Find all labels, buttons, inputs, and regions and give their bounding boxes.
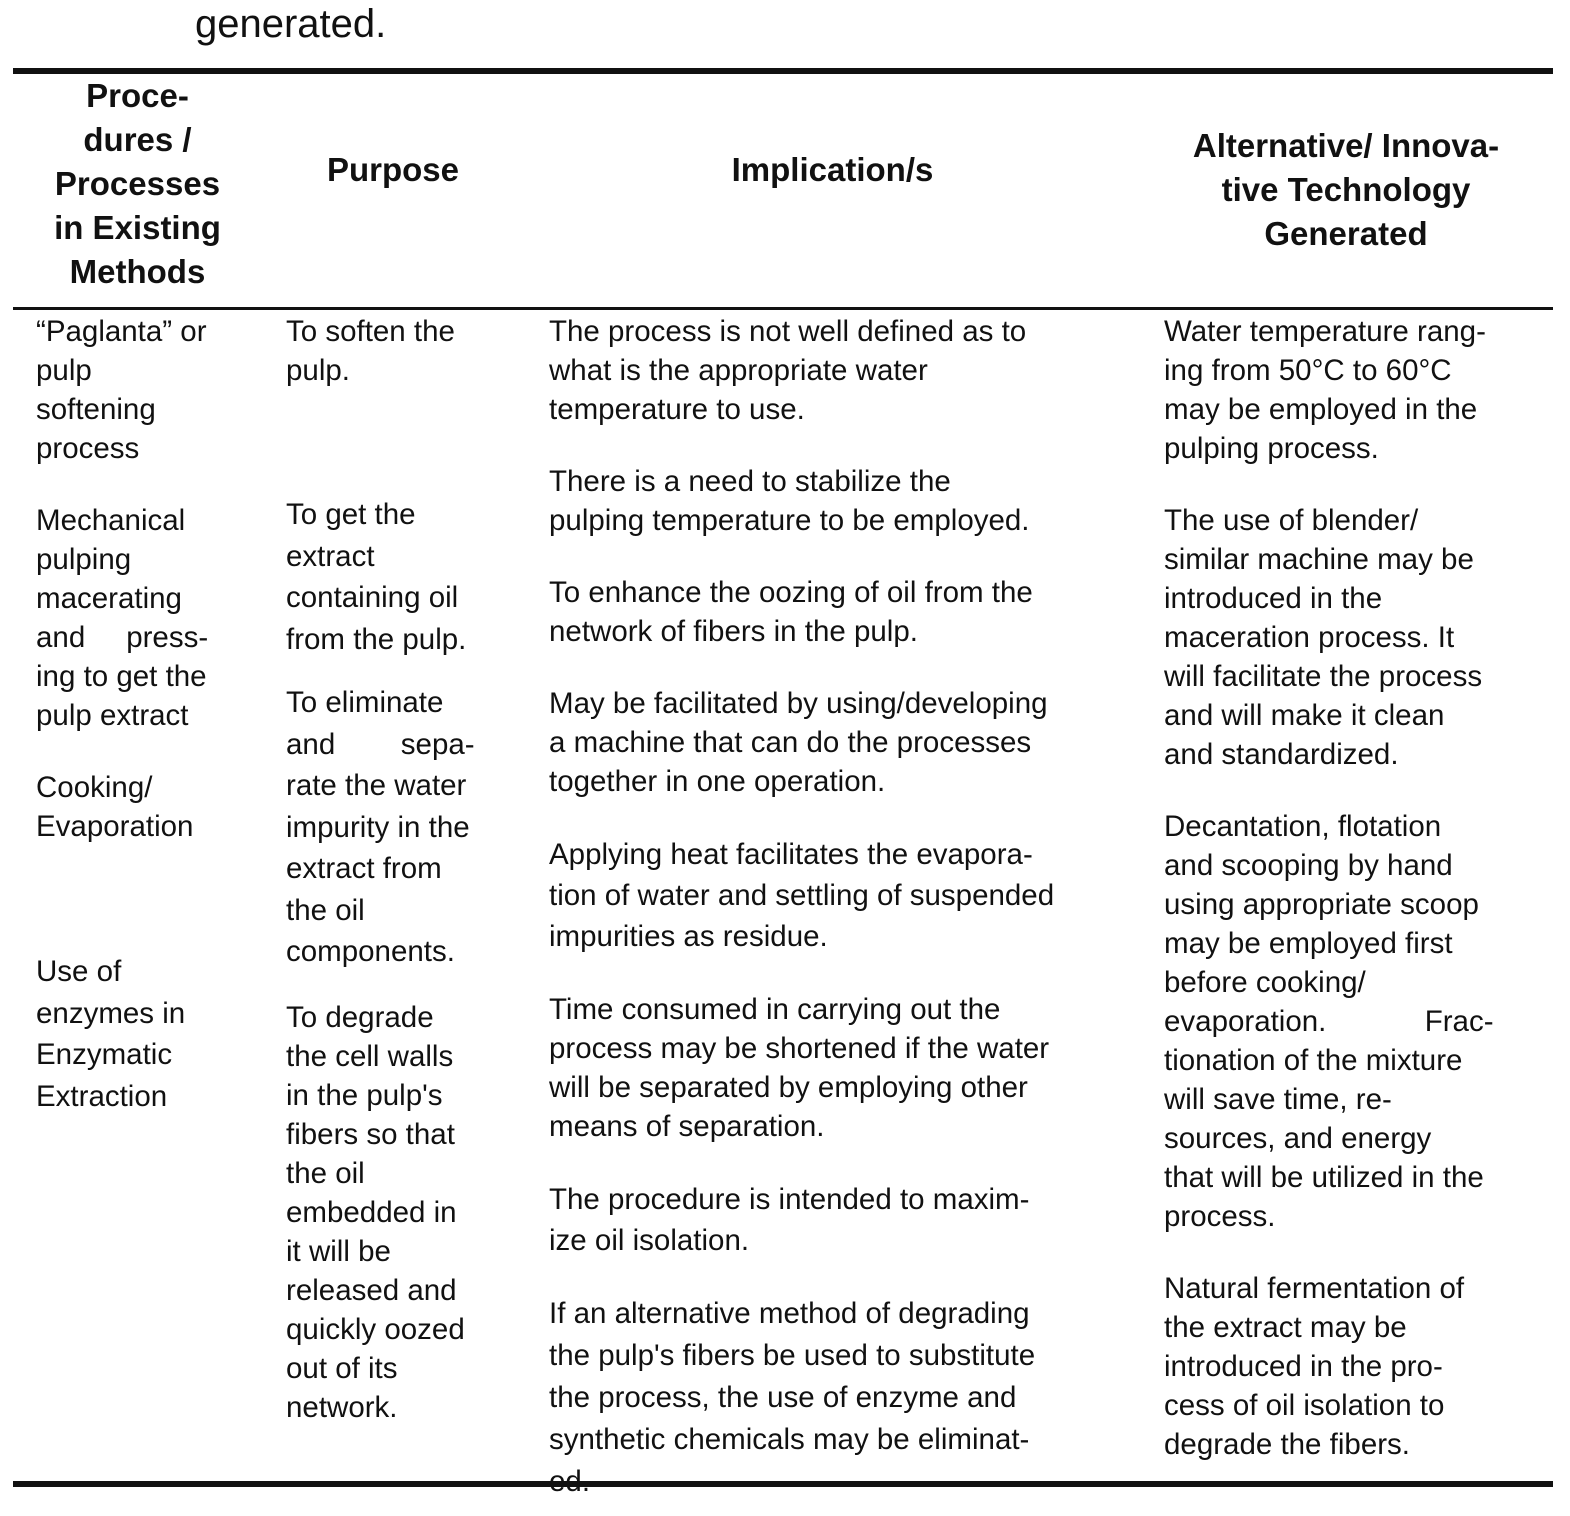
text-line: impurity in the	[286, 810, 470, 844]
text-line: pulp	[36, 354, 92, 387]
header-line: Implication/s	[731, 151, 934, 188]
text-line: The use of blender/	[1164, 504, 1419, 537]
text-line: the oil	[286, 893, 365, 927]
text-line: pulping process.	[1164, 432, 1379, 465]
text-line: process may be shortened if the water	[549, 1032, 1050, 1065]
text-line: fibers so that	[286, 1117, 455, 1151]
text-line: softening	[36, 393, 156, 426]
text-line: using appropriate scoop	[1164, 888, 1479, 921]
text-line: May be facilitated by using/developing	[549, 687, 1048, 720]
text-line: enzymes in	[36, 996, 186, 1030]
table-header-rule	[13, 307, 1553, 310]
text-line: To soften the	[286, 315, 455, 348]
text-line: network.	[286, 1390, 398, 1424]
text-line: Use of	[36, 955, 122, 988]
header-line: Methods	[69, 253, 206, 290]
procedures-column	[36, 312, 236, 1117]
text-line: process	[36, 432, 140, 465]
text-line: extract	[286, 539, 375, 573]
text-line: it will be	[286, 1234, 391, 1268]
purpose-eliminate	[286, 682, 501, 973]
text-line: the pulp's fibers be used to substitute	[549, 1339, 1036, 1372]
text-line: out of its	[286, 1351, 398, 1385]
alternative-decantation	[1164, 807, 1539, 1236]
text-line: process.	[1164, 1200, 1276, 1233]
text-line: temperature to use.	[549, 393, 805, 426]
text-line: Water temperature rang-	[1164, 315, 1486, 348]
text-line: maceration process. It	[1164, 621, 1455, 654]
header-alternative	[1160, 124, 1532, 256]
text-line: and sepa-	[286, 727, 475, 761]
text-line: components.	[286, 935, 455, 968]
text-line: To enhance the oozing of oil from the	[549, 576, 1033, 609]
header-line: Generated	[1264, 215, 1428, 252]
header-line: Proce-	[86, 77, 189, 114]
text-line: a machine that can do the processes	[549, 726, 1032, 759]
text-line: rate the water	[286, 769, 467, 802]
text-line: the oil	[286, 1156, 365, 1190]
text-line: introduced in the	[1164, 582, 1383, 615]
text-line: pulping temperature to be employed.	[549, 504, 1030, 537]
procedure-paglanta	[36, 312, 236, 468]
text-line: pulping	[36, 543, 132, 576]
text-line: “Paglanta” or	[36, 315, 207, 348]
text-line: means of separation.	[549, 1110, 825, 1143]
text-line: Time consumed in carrying out the	[549, 993, 1001, 1026]
text-line: Applying heat facilitates the evapora-	[549, 838, 1033, 871]
text-line: from the pulp.	[286, 622, 467, 656]
text-line: released and	[286, 1273, 457, 1307]
text-line: To get the	[286, 498, 416, 531]
alternative-water-temperature	[1164, 312, 1539, 468]
text-line: the extract may be	[1164, 1311, 1407, 1344]
text-line: The procedure is intended to maxim-	[549, 1183, 1030, 1216]
text-line: in the pulp's	[286, 1078, 443, 1112]
header-line: Purpose	[326, 151, 460, 188]
text-line: and will make it clean	[1164, 699, 1445, 732]
text-line: similar machine may be	[1164, 543, 1474, 576]
text-line: Extraction	[36, 1079, 168, 1113]
text-line: that will be utilized in the	[1164, 1161, 1484, 1194]
purpose-degrade	[286, 998, 501, 1427]
text-line: containing oil	[286, 581, 459, 614]
alternative-fermentation	[1164, 1269, 1539, 1464]
header-line: Processes	[54, 165, 221, 202]
implication-machine	[549, 684, 1124, 801]
alternatives-column	[1164, 312, 1539, 1464]
procedure-mechanical	[36, 501, 236, 735]
purpose-soften	[286, 312, 501, 390]
text-line: degrade the fibers.	[1164, 1428, 1410, 1461]
header-line: Alternative/ Innova-	[1192, 127, 1500, 164]
text-line: Mechanical	[36, 504, 186, 537]
text-line: ing from 50°C to 60°C	[1164, 354, 1452, 387]
procedure-cooking	[36, 768, 236, 846]
text-line: ed.	[549, 1465, 591, 1498]
text-line: introduced in the pro-	[1164, 1350, 1443, 1383]
text-line: Cooking/	[36, 771, 153, 804]
header-procedures	[20, 74, 255, 294]
carryover-text: generated.	[195, 2, 387, 46]
text-line: and press-	[36, 621, 209, 654]
text-line: before cooking/	[1164, 966, 1366, 999]
text-line: macerating	[36, 582, 182, 615]
implication-maximize-isolation	[549, 1179, 1124, 1261]
text-line: what is the appropriate water	[549, 354, 928, 387]
text-line: Evaporation	[36, 810, 194, 843]
text-line: the cell walls	[286, 1039, 454, 1073]
procedure-enzymes	[36, 951, 236, 1117]
text-line: will be separated by employing other	[549, 1071, 1028, 1104]
text-line: The process is not well defined as to	[549, 315, 1027, 348]
purpose-column	[286, 312, 501, 1427]
alternative-blender	[1164, 501, 1539, 774]
header-purpose	[282, 148, 504, 192]
header-line: dures /	[83, 121, 192, 158]
text-line: sources, and energy	[1164, 1122, 1432, 1155]
header-implications	[545, 148, 1120, 192]
text-line: will save time, re-	[1164, 1083, 1392, 1116]
text-line: evaporation. Frac-	[1164, 1005, 1494, 1038]
implication-time-consumed	[549, 990, 1124, 1146]
text-line: ize oil isolation.	[549, 1224, 750, 1257]
text-line: If an alternative method of degrading	[549, 1297, 1030, 1330]
implication-temperature-undefined	[549, 312, 1124, 429]
header-line: tive Technology	[1221, 171, 1471, 208]
text-line: There is a need to stabilize the	[549, 465, 951, 498]
text-line: ing to get the	[36, 660, 207, 693]
text-line: synthetic chemicals may be eliminat-	[549, 1423, 1030, 1456]
implication-alternative-method	[549, 1293, 1124, 1503]
text-line: cess of oil isolation to	[1164, 1389, 1445, 1422]
text-line: To eliminate	[286, 686, 444, 719]
text-line: network of fibers in the pulp.	[549, 615, 918, 648]
text-line: will facilitate the process	[1164, 660, 1483, 693]
text-line: To degrade	[286, 1000, 434, 1034]
text-line: extract from	[286, 852, 442, 885]
text-line: Decantation, flotation	[1164, 810, 1442, 843]
implication-enhance-oozing	[549, 573, 1124, 651]
text-line: and scooping by hand	[1164, 849, 1453, 882]
implication-applying-heat	[549, 834, 1124, 957]
text-line: Natural fermentation of	[1164, 1272, 1465, 1305]
text-line: tion of water and settling of suspended	[549, 879, 1055, 912]
text-line: Enzymatic	[36, 1038, 173, 1071]
text-line: tionation of the mixture	[1164, 1044, 1463, 1077]
text-line: embedded in	[286, 1195, 457, 1229]
header-line: in Existing	[54, 209, 221, 246]
text-line: and standardized.	[1164, 738, 1399, 771]
text-line: may be employed in the	[1164, 393, 1478, 426]
text-line: may be employed first	[1164, 927, 1453, 960]
text-line: pulp extract	[36, 699, 189, 732]
text-line: quickly oozed	[286, 1312, 465, 1346]
implication-stabilize-temperature	[549, 462, 1124, 540]
text-line: impurities as residue.	[549, 920, 828, 953]
text-line: pulp.	[286, 354, 350, 387]
text-line: together in one operation.	[549, 765, 886, 798]
implications-column	[549, 312, 1124, 1503]
text-line: the process, the use of enzyme and	[549, 1381, 1017, 1414]
purpose-extract	[286, 494, 501, 660]
